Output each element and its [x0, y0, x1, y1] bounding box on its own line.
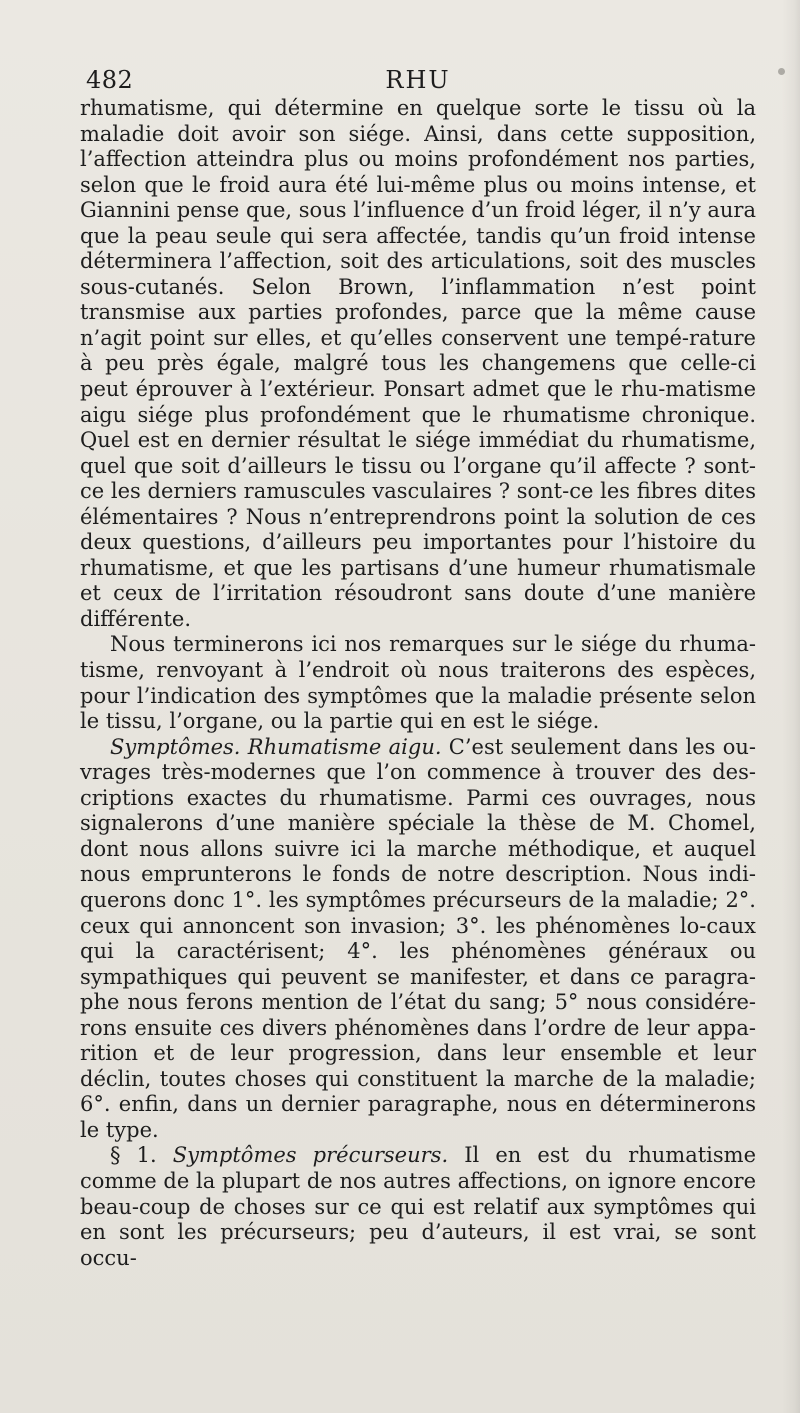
paragraph-continuation: [80, 96, 756, 632]
running-head: RHU: [385, 66, 451, 94]
section-label: Symptômes. Rhumatisme aigu.: [110, 734, 442, 759]
page-edge-shadow: [782, 0, 800, 1413]
page-number: 482: [86, 66, 134, 94]
paragraph-symptoms-acute: [80, 735, 756, 1144]
paragraph-seat-remarks: [80, 632, 756, 734]
section-prefix: § 1.: [110, 1143, 173, 1168]
paragraph-text: Il en est du rhumatisme comme de la plupart de nos autres affections, on ignore encore beau-coup de choses sur ce qui est relatif aux symptômes qui en sont les précurseurs; peu d’auteurs, il est vrai, se sont occu-: [80, 1143, 757, 1270]
section-label: Symptômes précurseurs.: [172, 1143, 449, 1168]
paragraph-text: C’est seulement dans les ou-vrages très-modernes que l’on commence à trouver des des-criptions exactes du rhumatisme. Parmi ces ouvrages, nous signalerons d’une manière spéciale la thèse de M. Chomel, dont nous allons suivre ici la marche méthodique, et auquel nous emprunterons le fonds de notre description. Nous indi-querons donc 1°. les symptômes précurseurs de la maladie; 2°. ceux qui annoncent son invasion; 3°. les phénomènes lo-caux qui la caractérisent; 4°. les phénomènes généraux ou sympathiques qui peuvent se manifester, et dans ce paragra-phe nous ferons mention de l’état du sang; 5° nous considére-rons ensuite ces divers phénomènes dans l’ordre de leur appa-rition et de leur progression, dans leur ensemble et leur déclin, toutes choses qui constituent la marche de la maladie; 6°. enfin, dans un dernier paragraphe, nous en déterminerons le type.: [80, 734, 756, 1142]
paragraph-text: Nous terminerons ici nos remarques sur le siége du rhuma-tisme, renvoyant à l’endroit où nous traiterons des espèces, pour l’indication des symptômes que la maladie présente selon le tissu, l’organe, ou la partie qui en est le siége.: [80, 632, 756, 734]
page-header: [80, 58, 756, 96]
paragraph-text: rhumatisme, qui détermine en quelque sorte le tissu où la maladie doit avoir son siége. Ainsi, dans cette supposition, l’affection atteindra plus ou moins profondément nos parties, selon que le froid aura été lui-même plus ou moins intense, et Giannini pense que, sous l’influence d’un froid léger, il n’y aura que la peau seule qui sera affectée, tandis qu’un froid intense déterminera l’affection, soit des articulations, soit des muscles sous-cutanés. Selon Brown, l’inflammation n’est point transmise aux parties profondes, parce que la même cause n’agit point sur elles, et qu’elles conservent une tempé-rature à peu près égale, malgré tous les changemens que celle-ci peut éprouver à l’extérieur. Ponsart admet que le rhu-matisme aigu siége plus profondément que le rhumatisme chronique. Quel est en dernier résultat le siége immédiat du rhumatisme, quel que soit d’ailleurs le tissu ou l’organe qu’il affecte ? sont-ce les derniers ramuscules vasculaires ? sont-ce les fibres dites élémentaires ? Nous n’entreprendrons point la solution de ces deux questions, d’ailleurs peu importantes pour l’histoire du rhumatisme, et que les partisans d’une humeur rhumatismale et ceux de l’irritation résoudront sans doute d’une manière différente.: [80, 96, 756, 631]
margin-mark: [778, 68, 785, 75]
paragraph-precursor-symptoms: [80, 1143, 756, 1271]
body-text: [80, 96, 756, 1271]
